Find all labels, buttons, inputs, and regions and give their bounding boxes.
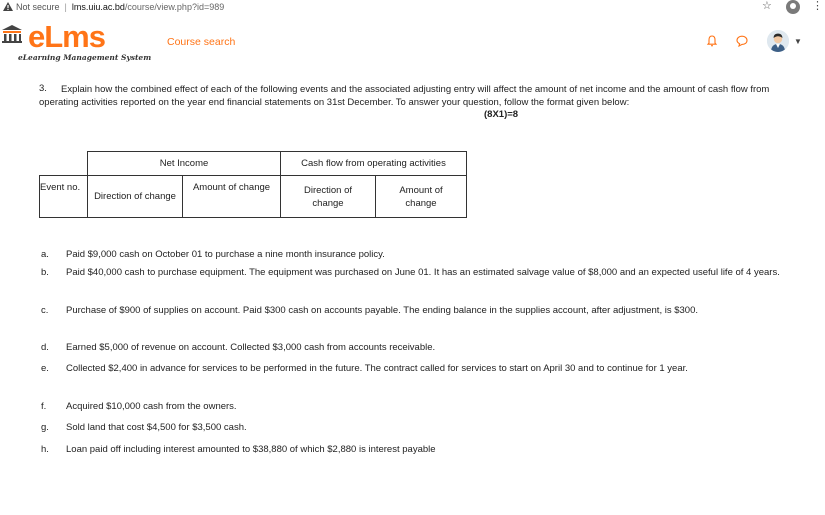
address-bar[interactable]	[0, 0, 825, 13]
list-item	[41, 340, 781, 355]
logo-text: eLms	[28, 19, 105, 54]
item-label: h.	[41, 444, 49, 455]
item-text: Loan paid off including interest amounted to $38,880 of which $2,880 is interest payable	[66, 444, 436, 455]
item-label: b.	[41, 267, 49, 278]
user-menu-caret-icon[interactable]: ▼	[794, 37, 802, 46]
cf-direction-header: Direction of change	[281, 176, 376, 218]
list-item	[41, 420, 781, 435]
question-marks: (8X1)=8	[484, 109, 519, 120]
item-label: c.	[41, 305, 49, 316]
cf-amount-header: Amount of change	[376, 176, 467, 218]
item-label: d.	[41, 342, 49, 353]
list-item	[41, 361, 781, 376]
item-text: Paid $40,000 cash to purchase equipment. The equipment was purchased on June 01. It has an estimated salvage value of $8,000 and an expected useful life of 4 years.	[66, 267, 780, 278]
browser-menu-icon[interactable]: ⋮	[812, 0, 823, 12]
notification-bell-icon[interactable]	[706, 35, 718, 47]
logo-building-icon	[0, 24, 24, 44]
extension-icon[interactable]	[786, 0, 800, 14]
list-item	[41, 265, 781, 280]
messages-icon[interactable]	[736, 35, 748, 47]
table-empty-corner	[40, 152, 88, 176]
not-secure-label[interactable]: Not secure	[16, 1, 60, 12]
question-text: Explain how the combined effect of each of the following events and the associated adjusting entry will affect the amount of net income and the amount of cash flow from operating activities reported on the year end financial statements on 31st December. To answer your question, follow the format given below:	[39, 84, 770, 108]
user-avatar[interactable]	[767, 30, 789, 52]
ni-amount-header: Amount of change	[183, 176, 281, 218]
course-search-link[interactable]: Course search	[167, 36, 236, 48]
ni-direction-header: Direction of change	[88, 176, 183, 218]
url-path[interactable]: /course/view.php?id=989	[124, 1, 225, 12]
list-item	[41, 442, 781, 457]
bookmark-star-icon[interactable]: ☆	[762, 0, 772, 12]
cash-flow-header: Cash flow from operating activities	[281, 152, 467, 176]
list-item	[41, 303, 781, 318]
item-text: Collected $2,400 in advance for services to be performed in the future. The contract called for services to start on April 30 and to continue for 1 year.	[66, 363, 688, 374]
question-number: 3.	[39, 83, 47, 94]
item-text: Acquired $10,000 cash from the owners.	[66, 401, 237, 412]
warning-icon	[3, 2, 13, 12]
url-separator: |	[64, 1, 67, 12]
url-host[interactable]: lms.uiu.ac.bd	[71, 1, 125, 12]
item-label: a.	[41, 249, 49, 260]
item-label: f.	[41, 401, 47, 412]
item-label: e.	[41, 363, 49, 374]
item-text: Earned $5,000 of revenue on account. Collected $3,000 cash from accounts receivable.	[66, 342, 436, 353]
site-logo[interactable]	[0, 20, 160, 62]
answer-format-table	[39, 151, 467, 218]
item-text: Sold land that cost $4,500 for $3,500 cash.	[66, 422, 247, 433]
net-income-header: Net Income	[88, 152, 281, 176]
event-no-header: Event no.	[40, 176, 88, 218]
logo-tagline: eLearning Management System	[18, 53, 152, 62]
item-text: Paid $9,000 cash on October 01 to purchase a nine month insurance policy.	[66, 249, 385, 260]
item-text: Purchase of $900 of supplies on account. Paid $300 cash on accounts payable. The ending balance in the supplies account, after adjustment, is $300.	[66, 305, 699, 316]
list-item	[41, 247, 781, 262]
item-label: g.	[41, 422, 49, 433]
list-item	[41, 399, 781, 414]
